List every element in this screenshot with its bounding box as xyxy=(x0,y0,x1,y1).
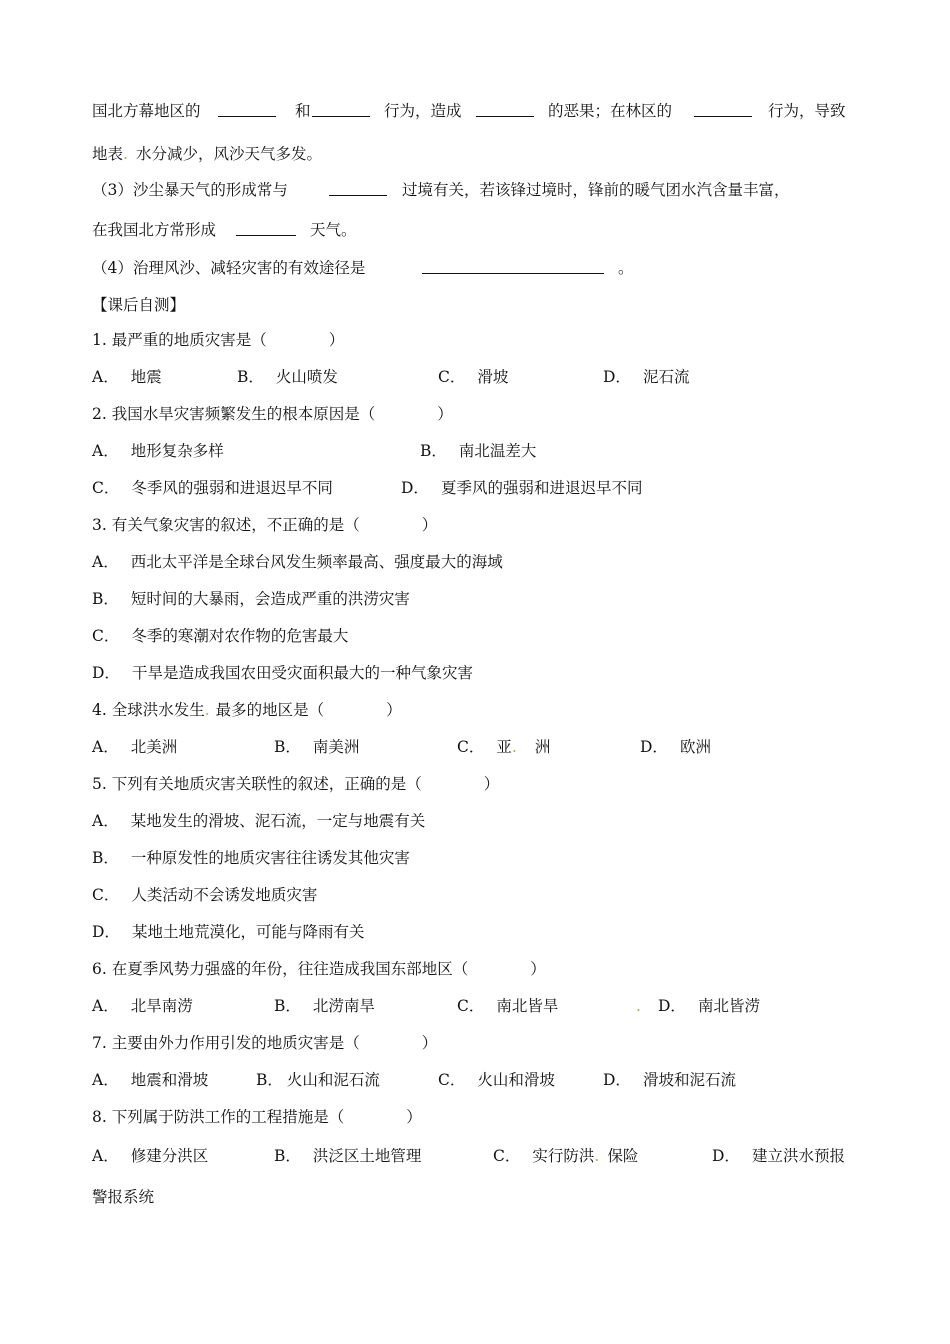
option-c[interactable]: C． 实行防洪. 保险 xyxy=(493,1147,639,1165)
option-c[interactable]: C． 冬季的寒潮对农作物的危害最大 xyxy=(92,627,349,645)
option-c[interactable]: C． 滑坡 xyxy=(438,368,509,386)
option-d-continuation: 警报系统 xyxy=(92,1188,155,1206)
option-b[interactable]: B． 洪泛区土地管理 xyxy=(274,1147,422,1165)
option-d[interactable]: D． 建立洪水预报 xyxy=(712,1147,845,1165)
fill-text: 地表 xyxy=(92,145,124,163)
option-b[interactable]: B． 一种原发性的地质灾害往往诱发其他灾害 xyxy=(92,849,410,867)
question-stem: 4. 全球洪水发生. 最多的地区是（ ） xyxy=(92,701,402,719)
answer-blank[interactable] xyxy=(312,101,370,117)
answer-blank[interactable] xyxy=(236,220,296,236)
option-b[interactable]: B． 短时间的大暴雨，会造成严重的洪涝灾害 xyxy=(92,590,410,608)
option-a[interactable]: A． 某地发生的滑坡、泥石流，一定与地震有关 xyxy=(92,812,426,830)
fill-text: 的恶果；在林区的 xyxy=(548,102,673,120)
option-d[interactable]: D． 某地土地荒漠化，可能与降雨有关 xyxy=(92,923,365,941)
option-a[interactable]: A． 地震 xyxy=(92,368,162,386)
option-b[interactable]: B． 火山和泥石流 xyxy=(256,1071,380,1089)
answer-blank[interactable] xyxy=(218,101,276,117)
option-d[interactable]: D． 干旱是造成我国农田受灾面积最大的一种气象灾害 xyxy=(92,664,473,682)
fill-text: 。 xyxy=(618,259,634,277)
option-a[interactable]: A． 北美洲 xyxy=(92,738,178,756)
option-d[interactable]: D． 泥石流 xyxy=(603,368,690,386)
stray-mark: . xyxy=(204,701,210,719)
question-stem: 5. 下列有关地质灾害关联性的叙述，正确的是（ ） xyxy=(92,775,500,793)
fill-text: （3）沙尘暴天气的形成常与 xyxy=(92,181,288,199)
question-stem: 8. 下列属于防洪工作的工程措施是（ ） xyxy=(92,1108,422,1126)
option-c[interactable]: C． 火山和滑坡 xyxy=(438,1071,555,1089)
fill-text: 和 xyxy=(295,102,311,120)
option-c[interactable]: C． 亚. 洲 xyxy=(457,738,551,756)
option-b[interactable]: B． 火山喷发 xyxy=(237,368,338,386)
option-b[interactable]: B． 南美洲 xyxy=(274,738,360,756)
question-stem: 6. 在夏季风势力强盛的年份，往往造成我国东部地区（ ） xyxy=(92,960,546,978)
fill-line-2 xyxy=(92,144,322,164)
option-a[interactable]: A． 修建分洪区 xyxy=(92,1147,209,1165)
question-stem: 3. 有关气象灾害的叙述，不正确的是（ ） xyxy=(92,516,438,534)
question-stem: 2. 我国水旱灾害频繁发生的根本原因是（ ） xyxy=(92,405,453,423)
option-c[interactable]: C． 人类活动不会诱发地质灾害 xyxy=(92,886,318,904)
option-a[interactable]: A． 地震和滑坡 xyxy=(92,1071,209,1089)
answer-blank[interactable] xyxy=(329,180,387,196)
fill-text: 行为，导致 xyxy=(768,102,846,120)
option-a[interactable]: A． 北旱南涝 xyxy=(92,997,193,1015)
section-title: 【课后自测】 xyxy=(92,296,186,314)
fill-text: 天气。 xyxy=(310,221,357,239)
option-c[interactable]: C． 冬季风的强弱和进退迟早不同 xyxy=(92,479,333,497)
answer-blank[interactable] xyxy=(694,101,752,117)
fill-text: 行为，造成 xyxy=(384,102,462,120)
option-d[interactable]: D． 南北皆涝 xyxy=(658,997,760,1015)
option-d[interactable]: D． 滑坡和泥石流 xyxy=(603,1071,736,1089)
option-d[interactable]: D． 欧洲 xyxy=(640,738,711,756)
option-d[interactable]: D． 夏季风的强弱和进退迟早不同 xyxy=(401,479,643,497)
stray-mark: . xyxy=(123,145,128,163)
fill-text: 过境有关，若该锋过境时，锋前的暖气团水汽含量丰富， xyxy=(402,181,790,199)
question-stem: 7. 主要由外力作用引发的地质灾害是（ ） xyxy=(92,1034,438,1052)
option-a[interactable]: A． 地形复杂多样 xyxy=(92,442,224,460)
fill-text: （4）治理风沙、减轻灾害的有效途径是 xyxy=(92,259,366,277)
answer-blank[interactable] xyxy=(422,258,604,274)
answer-blank[interactable] xyxy=(476,101,534,117)
option-b[interactable]: B． 南北温差大 xyxy=(420,442,537,460)
question-stem: 1. 最严重的地质灾害是（ ） xyxy=(92,331,345,349)
fill-text: 国北方幕地区的 xyxy=(92,102,201,120)
option-c[interactable]: C． 南北皆旱 xyxy=(457,997,559,1015)
option-a[interactable]: A． 西北太平洋是全球台风发生频率最高、强度最大的海域 xyxy=(92,553,503,571)
option-b[interactable]: B． 北涝南旱 xyxy=(274,997,375,1015)
fill-text: 水分减少，风沙天气多发。 xyxy=(135,145,322,163)
stray-mark: . xyxy=(636,997,641,1015)
fill-text: 在我国北方常形成 xyxy=(92,221,217,239)
